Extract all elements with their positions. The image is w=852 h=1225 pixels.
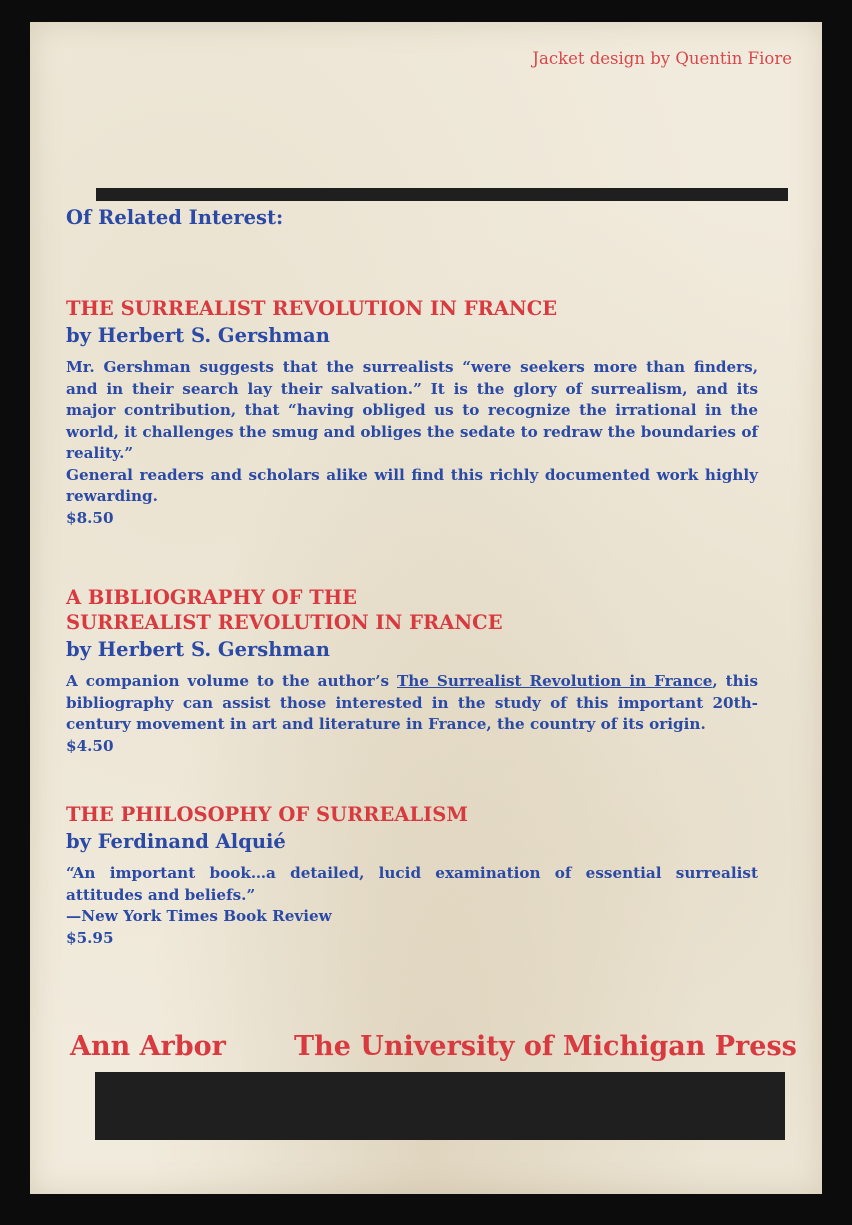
- book-price: $8.50: [66, 508, 114, 527]
- book-entry: [66, 802, 758, 949]
- book-description: [66, 671, 758, 736]
- description-paragraph: Mr. Gershman suggests that the surrealists “were seekers more than finders, and in their search lay their salvation.” It is the glory of surrealism, and its major contribution, that “having obliged us to recognize the irrational in the world, it challenges the smug and obliges the sedate to redraw the boundaries of reality.”: [66, 358, 758, 462]
- description-paragraph: “An important book…a detailed, lucid examination of essential surrealist attitudes and beliefs.”: [66, 864, 758, 904]
- description-paragraph: [66, 671, 758, 736]
- description-paragraph: General readers and scholars alike will find this richly documented work highly rewarding.: [66, 465, 758, 505]
- related-interest-heading: Of Related Interest:: [66, 206, 284, 229]
- jacket-design-credit: Jacket design by Quentin Fiore: [532, 49, 792, 68]
- book-description: [66, 863, 758, 928]
- book-price: $5.95: [66, 928, 114, 947]
- book-author: by Ferdinand Alquié: [66, 830, 286, 853]
- description-text: A companion volume to the author’s: [66, 672, 397, 690]
- top-rule: [96, 188, 788, 201]
- publisher-name: The University of Michigan Press: [294, 1031, 797, 1062]
- book-entry: [66, 585, 758, 757]
- book-title: [66, 296, 758, 321]
- bottom-rule: [95, 1072, 785, 1140]
- book-author: by Herbert S. Gershman: [66, 638, 330, 661]
- referenced-title: The Surrealist Revolution in France: [397, 672, 713, 690]
- book-title-line: THE PHILOSOPHY OF SURREALISM: [66, 803, 468, 826]
- description-text: , this bibliography can assist those interested in the study of this important 20th-century movement in art and literature in France, the country of its origin.: [66, 672, 759, 733]
- book-title-line: THE SURREALIST REVOLUTION IN FRANCE: [66, 297, 558, 320]
- book-entry: [66, 296, 758, 529]
- book-title-line: A BIBLIOGRAPHY OF THE: [66, 586, 358, 609]
- book-description: [66, 357, 758, 508]
- publisher-city: Ann Arbor: [70, 1031, 226, 1062]
- book-title: [66, 585, 758, 635]
- book-price: $4.50: [66, 736, 114, 755]
- review-source: —New York Times Book Review: [66, 907, 332, 925]
- book-author: by Herbert S. Gershman: [66, 324, 330, 347]
- book-title: [66, 802, 758, 827]
- book-title-line: SURREALIST REVOLUTION IN FRANCE: [66, 611, 503, 634]
